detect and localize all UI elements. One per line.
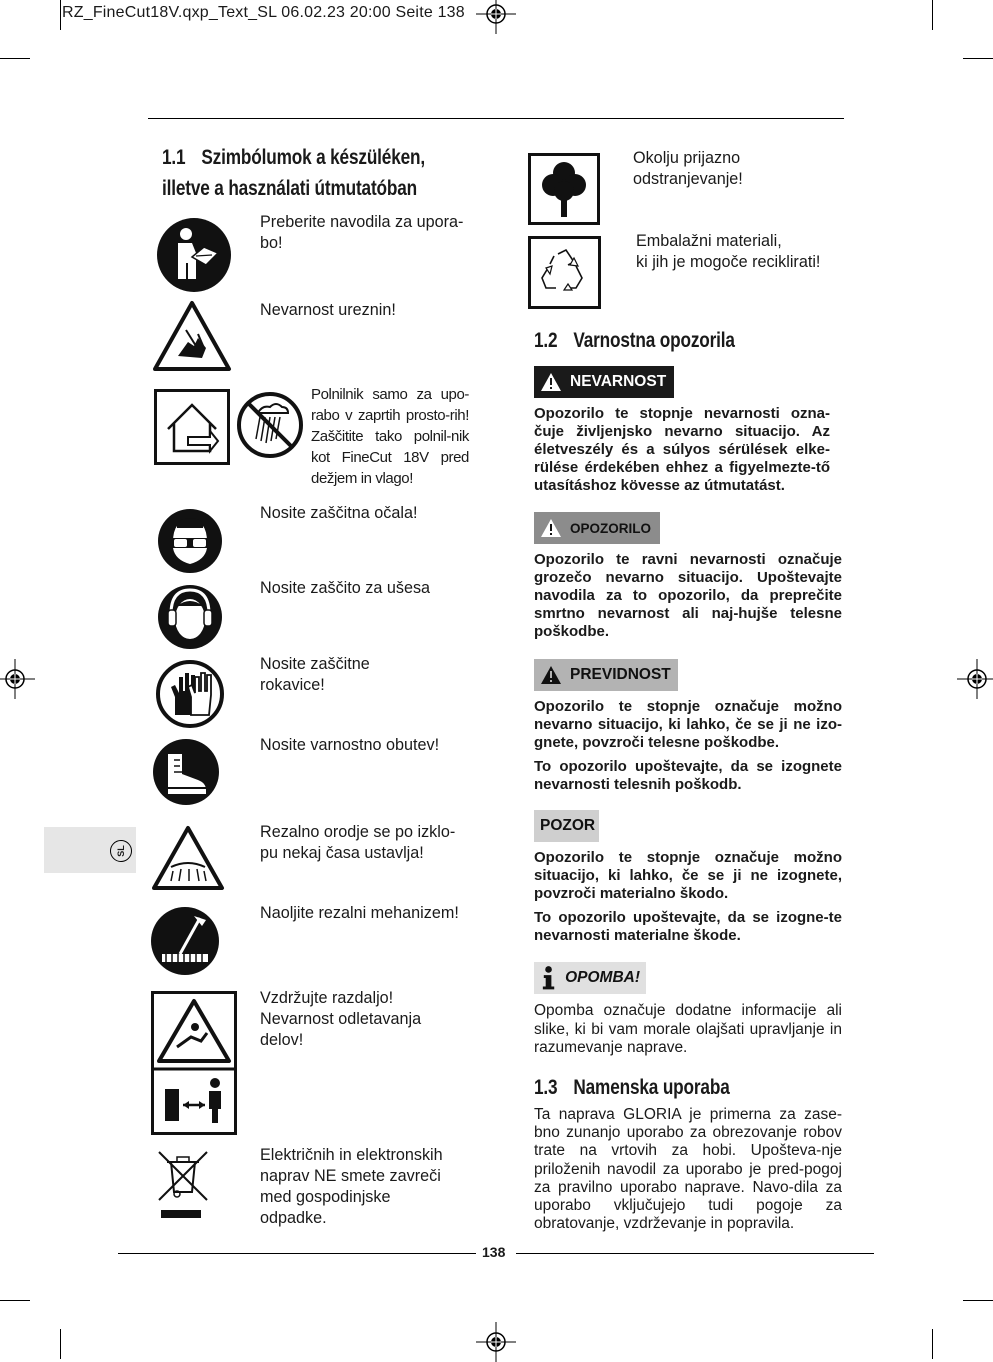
symbol-label-line: Rezalno orodje se po izklo-: [260, 823, 456, 841]
header-rule: [148, 118, 844, 119]
warning-text: Opozorilo te ravni nevarnosti označuje grozečo nevarno situacijo. Upoštevajte navodila za to opozorilo, da preprečite smrtno nevarnost ali naj-hujše telesne poškodbe.: [534, 551, 842, 640]
symbol-label-line: ki jih je mogoče reciklirati!: [636, 253, 821, 271]
symbol-label-line: med gospodinjske: [260, 1188, 391, 1206]
symbol-label-line: Vzdržujte razdaljo!: [260, 989, 394, 1007]
section-1-3-heading: [534, 1076, 730, 1100]
symbol-label-line: odstranjevanje!: [633, 170, 743, 188]
symbol-label-line: Okolju prijazno: [633, 149, 741, 167]
oil-cutting-blade-icon: [150, 906, 220, 976]
print-slug: RZ_FineCut18V.qxp_Text_SL 06.02.23 20:00 Seite 138: [62, 4, 465, 21]
section-title: illetve a használati útmutatóban: [162, 177, 418, 200]
recycle-icon: [528, 236, 601, 309]
danger-badge: [534, 366, 674, 398]
badge-label: OPOZORILO: [570, 520, 651, 536]
symbol-label-line: delov!: [260, 1031, 304, 1049]
symbol-label: [633, 148, 843, 190]
symbol-label-line: pu nekaj časa ustavlja!: [260, 844, 424, 862]
ear-protection-icon: [157, 584, 223, 650]
badge-label: NEVARNOST: [570, 373, 667, 390]
symbol-label: [636, 231, 846, 273]
registration-mark-icon: [957, 659, 993, 699]
crop-mark: [60, 0, 61, 30]
crop-mark: [0, 58, 30, 59]
section-1-1-heading-line2: [162, 177, 417, 201]
symbol-label: Naoljite rezalni mehanizem!: [260, 904, 459, 922]
tree-environment-icon: [528, 153, 600, 225]
symbol-label: Nosite zaščito za ušesa: [260, 579, 431, 597]
notice-badge: [534, 810, 599, 842]
badge-label: OPOMBA!: [565, 969, 640, 986]
section-number: 1.3: [534, 1076, 558, 1099]
symbol-label: [260, 654, 472, 696]
safety-boots-icon: [152, 738, 220, 806]
symbol-label: Preberite navodila za upora-bo!: [260, 213, 464, 252]
footer-rule: [516, 1253, 874, 1254]
crop-mark: [932, 1329, 933, 1359]
warning-badge: [534, 512, 660, 544]
crop-mark: [963, 58, 993, 59]
symbol-label: Nosite varnostno obutev!: [260, 736, 440, 754]
registration-mark-icon: [476, 1322, 516, 1362]
symbol-label-line: Embalažni materiali,: [636, 232, 782, 250]
badge-label: POZOR: [540, 817, 596, 834]
language-code: SL: [115, 845, 126, 857]
crop-mark: [0, 1300, 30, 1301]
notice-text: Opozorilo te stopnje označuje možno situacijo, ki lahko, če se ji ne izognete, povzroči materialno škodo.: [534, 849, 842, 902]
section-number: 1.2: [534, 329, 558, 352]
symbol-label: Nevarnost ureznin!: [260, 301, 396, 319]
note-badge: [534, 962, 646, 994]
section-title: Namenska uporaba: [573, 1076, 730, 1099]
symbol-label-line: Nevarnost odletavanja: [260, 1010, 422, 1028]
crop-mark: [963, 1300, 993, 1301]
section-title: Varnostna opozorila: [573, 329, 735, 352]
symbol-label-line: rokavice!: [260, 676, 325, 694]
intended-use-text: Ta naprava GLORIA je primerna za zase-bno zunanjo uporabo za obrezovanje robov trate na vrtovih za hobi. Upošteva-nje priloženih navodil za uporabo je pred-pogoj za pravilno uporabo naprave. Navo-dila za uporabo vključujejo tudi pogoje za obratovanje, vzdrževanje in popravila.: [534, 1106, 842, 1233]
crop-mark: [932, 0, 933, 30]
symbol-label: [260, 988, 472, 1051]
coast-down-warning-icon: [151, 825, 225, 891]
warning-triangle-icon: [540, 518, 562, 538]
symbol-label-line: Nosite zaščitne: [260, 655, 370, 673]
indoor-use-icon: [154, 389, 230, 465]
safety-goggles-icon: [157, 508, 223, 574]
weee-crossed-bin-icon: [155, 1148, 211, 1220]
note-text: Opomba označuje dodatne informacije ali slike, ki bi vam morale olajšati upravljanje in razumevanje naprave.: [534, 1002, 842, 1056]
badge-label: PREVIDNOST: [570, 666, 671, 683]
symbol-label: [260, 1145, 472, 1229]
read-manual-icon: [156, 217, 232, 293]
notice-text-2: To opozorilo upoštevajte, da se izogne-te nevarnosti materialne škode.: [534, 909, 842, 944]
caution-text-2: To opozorilo upoštevajte, da se izognete nevarnosti telesnih poškodb.: [534, 758, 842, 793]
symbol-label-line: Električnih in elektronskih: [260, 1146, 443, 1164]
footer-rule: [118, 1253, 476, 1254]
danger-text: Opozorilo te stopnje nevarnosti ozna-čuje življenjsko nevarno situacijo. Az életveszély és a súlyos sérülések elke-rülése érdekében ehhez a figyelmezte-tő utasításhoz kövesse az útmutatást.: [534, 405, 830, 494]
no-rain-icon: [236, 391, 304, 459]
section-number: 1.1: [162, 146, 186, 169]
symbol-label: Nosite zaščitna očala!: [260, 504, 418, 522]
caution-text: Opozorilo te stopnje označuje možno nevarno situacijo, ki lahko, če se ji ne izo-gnete, povzroči telesne poškodbe.: [534, 698, 842, 751]
symbol-label-line: odpadke.: [260, 1209, 327, 1227]
info-icon: [540, 965, 557, 991]
section-1-2-heading: [534, 329, 735, 353]
language-badge: [110, 840, 132, 862]
symbol-label: [260, 822, 472, 864]
section-title: Szimbólumok a készüléken,: [201, 146, 426, 169]
page-number: 138: [482, 1244, 506, 1260]
section-1-1-heading: [162, 146, 425, 170]
symbol-label: Polnilnik samo za upo-rabo v zaprtih prosto-rih! Zaščitite tako polnil-nik kot FineCut 18V pred dežjem in vlago!: [311, 386, 469, 487]
cut-hazard-icon: [152, 300, 232, 372]
warning-triangle-icon: [540, 665, 562, 685]
symbol-label-line: naprav NE smete zavreči: [260, 1167, 441, 1185]
warning-triangle-icon: [540, 372, 562, 392]
registration-mark-icon: [0, 659, 35, 699]
registration-mark-icon: [476, 0, 516, 34]
crop-mark: [60, 1329, 61, 1359]
caution-badge: [534, 659, 678, 691]
safety-gloves-icon: [155, 659, 225, 729]
keep-distance-icon: [151, 991, 237, 1135]
